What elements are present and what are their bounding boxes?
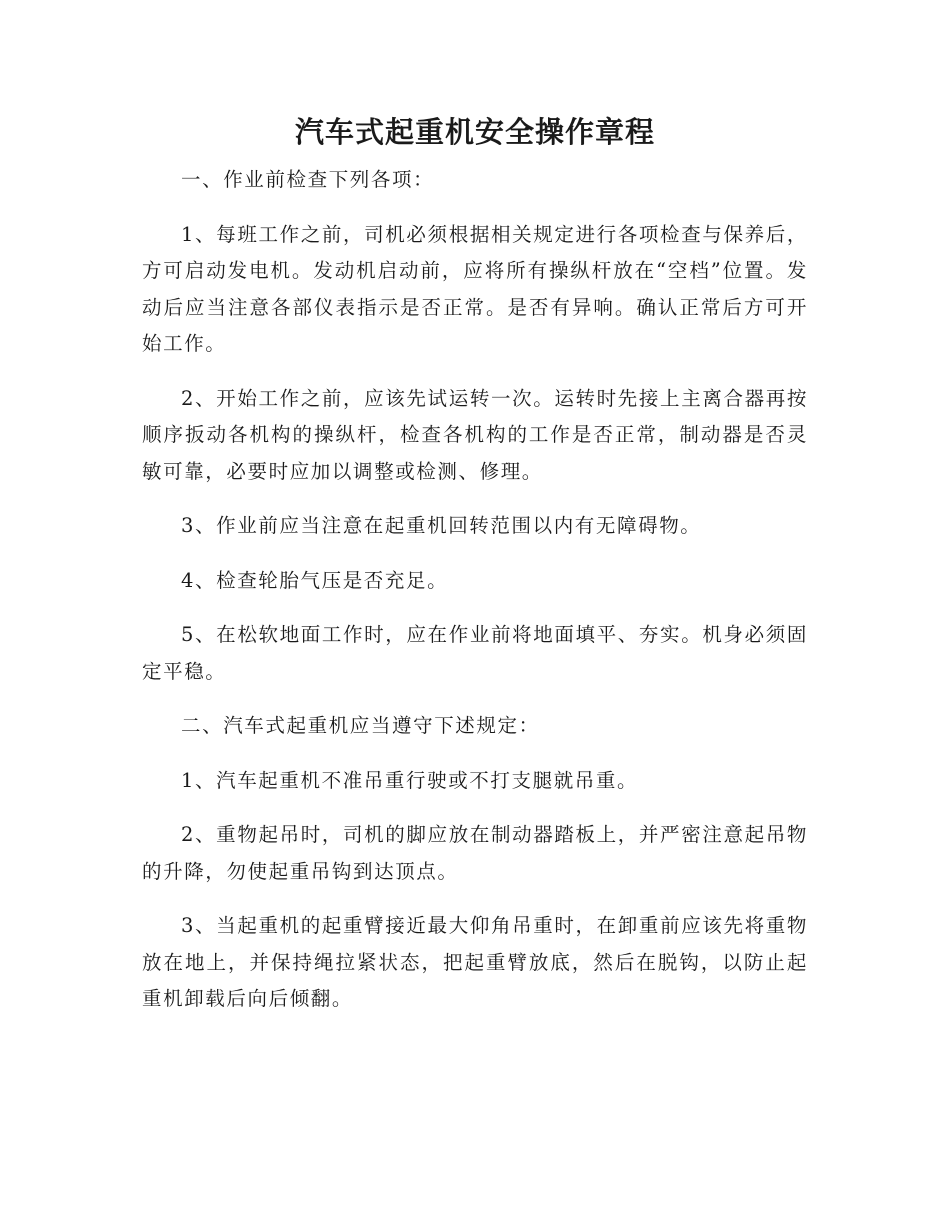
paragraph-1-4: 4、检查轮胎气压是否充足。 — [181, 568, 449, 592]
document-page — [142, 110, 808, 1036]
paragraph-1-3: 3、作业前应当注意在起重机回转范围以内有无障碍物。 — [181, 514, 702, 537]
section-heading-1: 一、作业前检查下列各项： — [181, 168, 435, 191]
paragraph-1-5: 5、在松软地面工作时，应在作业前将地面填平、夯实。机身必须固定平稳。 — [142, 623, 808, 683]
paragraph-1-1: 1、每班工作之前，司机必须根据相关规定进行各项检查与保养后，方可启动发电机。发动机启动前，应将所有操纵杆放在“空档”位置。发动后应当注意各部仪表指示是否正常。是否有异响。确认正常后方可开始工作。 — [142, 222, 808, 355]
document-title: 汽车式起重机安全操作章程 — [294, 115, 655, 149]
paragraph-1-2: 2、开始工作之前，应该先试运转一次。运转时先接上主离合器再按顺序扳动各机构的操纵杆，检查各机构的工作是否正常，制动器是否灵敏可靠，必要时应加以调整或检测、修理。 — [142, 386, 808, 483]
paragraph-2-2: 2、重物起吊时，司机的脚应放在制动器踏板上，并严密注意起吊物的升降，勿使起重吊钩到达顶点。 — [142, 823, 808, 883]
section-heading-2: 二、汽车式起重机应当遵守下述规定： — [181, 714, 540, 737]
paragraph-2-3: 3、当起重机的起重臂接近最大仰角吊重时，在卸重前应该先将重物放在地上，并保持绳拉紧状态，把起重臂放底，然后在脱钩，以防止起重机卸载后向后倾翻。 — [142, 914, 808, 1010]
paragraph-2-1: 1、汽车起重机不准吊重行驶或不打支腿就吊重。 — [181, 768, 639, 792]
